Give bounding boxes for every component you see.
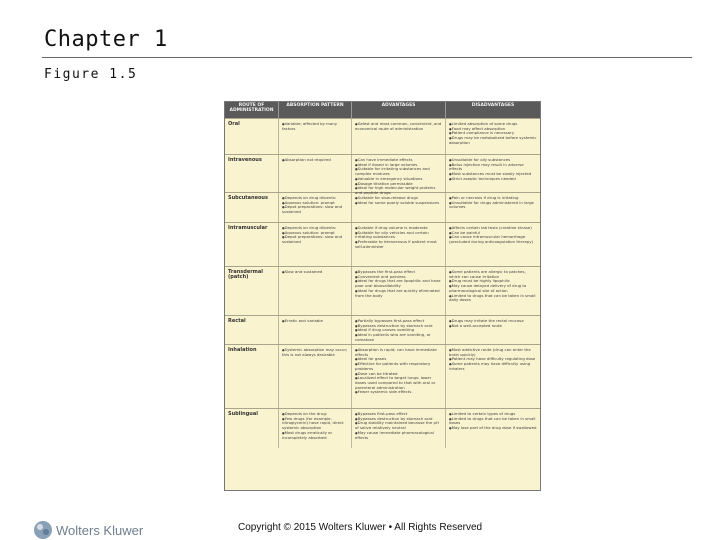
advantages-item: ● Absorption is rapid; can have immediate effects [355,348,443,357]
absorption-item: ● Depot preparations: slow and sustained [282,205,349,214]
disadvantages-item: ● Most addictive route (drug can enter the brain quickly) [449,348,538,357]
absorption-cell [279,345,352,408]
route-name-cell: Intravenous [225,155,279,192]
advantages-item: ● Convenient and painless [355,275,443,280]
disadvantages-item: ● Drugs may be metabolized before systemic absorption [449,136,538,145]
column-header-advantages: ADVANTAGES [352,102,446,118]
disadvantages-item: ● Drug must be highly lipophilic [449,279,538,284]
advantages-item: ● Ideal if drug causes vomiting [355,328,443,333]
absorption-item: ● Erratic and variable [282,319,349,324]
absorption-item: ● Systemic absorption may occur; this is not always desirable [282,348,349,357]
advantages-item: ● Ideal if dosed in large volumes [355,163,443,168]
disadvantages-item: ● Most substances must be slowly injected [449,172,538,177]
absorption-item: ● Depends on drug diluents: [282,226,349,231]
disadvantages-item: ● Drugs may irritate the rectal mucosa [449,319,538,324]
copyright-notice: Copyright © 2015 Wolters Kluwer • All Rights Reserved [238,522,483,533]
disadvantages-item: ● Unsuitable for oily substances [449,158,538,163]
chapter-title: Chapter 1 [44,27,168,52]
absorption-cell [279,316,352,344]
publisher-logo [34,521,143,539]
disadvantages-item: ● May cause delayed delivery of drug to pharmacological site of action [449,284,538,293]
disadvantages-item: ● Some patients may have difficulty using inhalers [449,362,538,371]
advantages-item: ● Ideal for high molecular weight proteins and peptide drugs [355,186,443,195]
disadvantages-item: ● Limited to drugs that can be taken in small doses [449,417,538,426]
table-row [225,192,540,222]
advantages-item: ● Ideal for some poorly soluble suspensions [355,201,443,206]
advantages-cell [352,193,446,222]
advantages-cell [352,409,446,448]
table-row [225,154,540,195]
disadvantages-item: ● Patient may have difficulty regulating dose [449,357,538,362]
advantages-item: ● Dose can be titrated [355,372,443,377]
table-header-row [225,102,540,118]
table-row [225,118,540,154]
table-row [225,315,540,344]
absorption-item: ● Few drugs (for example, nitroglycerin) have rapid, direct systemic absorption [282,417,349,431]
disadvantages-cell [446,409,540,448]
absorption-item: ● Slow and sustained [282,270,349,275]
absorption-item: ● Absorption not required [282,158,349,163]
table-body [225,118,540,448]
absorption-item: ● Most drugs erratically or incompletely absorbed [282,431,349,440]
absorption-cell [279,193,352,222]
advantages-item: ● Drug stability maintained because the pH of saliva relatively neutral [355,421,443,430]
advantages-item: ● Ideal for gases [355,357,443,362]
route-name-cell: Intramuscular [225,223,279,266]
advantages-item: ● Localized effect to target lungs: lower doses used compared to that with oral or parenteral administration [355,376,443,390]
advantages-item: ● Bypasses first-pass effect [355,412,443,417]
absorption-item: ● Aqueous solution: prompt [282,231,349,236]
table-row [225,408,540,448]
advantages-item: ● Ideal in patients who are vomiting, or comatose [355,333,443,342]
disadvantages-item: ● Limited to drugs that can be taken in small daily doses [449,294,538,303]
advantages-item: ● Ideal for drugs that are lipophilic and have poor oral bioavailability [355,279,443,288]
disadvantages-item: ● Food may affect absorption [449,127,538,132]
advantages-item: ● Fewer systemic side effects [355,390,443,395]
advantages-item: ● Can have immediate effects [355,158,443,163]
disadvantages-item: ● Pain or necrosis if drug is irritating [449,196,538,201]
publisher-logo-text: Wolters Kluwer [56,522,144,538]
disadvantages-cell [446,119,540,154]
disadvantages-item: ● Patient compliance is necessary [449,131,538,136]
advantages-item: ● Bypasses destruction by stomach acid [355,324,443,329]
disadvantages-item: ● May lose part of the drug dose if swallowed [449,426,538,431]
column-header-route: ROUTE OF ADMINISTRATION [225,102,279,118]
disadvantages-cell [446,345,540,408]
route-name-cell: Subcutaneous [225,193,279,222]
absorption-item: ● Depot preparations: slow and sustained [282,235,349,244]
disadvantages-item: ● Affects certain lab tests (creatine kinase) [449,226,538,231]
disadvantages-item: ● Strict aseptic techniques needed [449,177,538,182]
disadvantages-cell [446,267,540,315]
title-divider [42,57,692,58]
advantages-cell [352,345,446,408]
wolters-kluwer-logo-icon [34,521,52,539]
advantages-item: ● Ideal for drugs that are quickly eliminated from the body [355,289,443,298]
absorption-cell [279,155,352,192]
advantages-item: ● Bypasses destruction by stomach acid [355,417,443,422]
route-name-cell: Sublingual [225,409,279,448]
route-name-cell: Inhalation [225,345,279,408]
advantages-item: ● Dosage titration permissible [355,182,443,187]
advantages-item: ● Safest and most common, convenient, and economical route of administration [355,122,443,131]
advantages-item: ● Effective for patients with respiratory problems [355,362,443,371]
disadvantages-item: ● Can be painful [449,231,538,236]
table-row [225,222,540,266]
disadvantages-item: ● Limited absorption of some drugs [449,122,538,127]
disadvantages-cell [446,193,540,222]
advantages-cell [352,155,446,195]
advantages-cell [352,119,446,154]
route-name-cell: Transdermal (patch) [225,267,279,315]
route-name-cell: Rectal [225,316,279,344]
disadvantages-item: ● Some patients are allergic to patches, which can cause irritation [449,270,538,279]
column-header-absorption: ABSORPTION PATTERN [279,102,352,118]
advantages-item: ● Suitable for irritating substances and complex mixtures [355,167,443,176]
table-row [225,266,540,315]
absorption-cell [279,267,352,315]
advantages-item: ● Partially bypasses first-pass effect [355,319,443,324]
advantages-cell [352,316,446,344]
disadvantages-item: ● Unsuitable for drugs administered in large volumes [449,201,538,210]
advantages-item: ● May cause immediate pharmacological effects [355,431,443,440]
advantages-item: ● Preferable to intravenous if patient must self-administer [355,240,443,249]
advantages-item: ● Suitable if drug volume is moderate [355,226,443,231]
disadvantages-item: ● Can cause intramuscular hemorrhage (precluded during anticoagulation therapy) [449,235,538,244]
absorption-cell [279,223,352,266]
column-header-disadvantages: DISADVANTAGES [471,103,515,108]
advantages-item: ● Suitable for slow-release drugs [355,196,443,201]
absorption-item: ● Depends on drug diluents: [282,196,349,201]
disadvantages-item: ● Limited to certain types of drugs [449,412,538,417]
disadvantages-item: ● Bolus injection may result in adverse effects [449,163,538,172]
advantages-item: ● Suitable for oily vehicles and certain irritating substances [355,231,443,240]
routes-of-administration-table [224,101,541,491]
advantages-cell [352,267,446,315]
advantages-item: ● Valuable in emergency situations [355,177,443,182]
figure-label: Figure 1.5 [44,67,138,82]
disadvantages-cell [446,155,540,192]
disadvantages-item: ● Not a well-accepted route [449,324,538,329]
disadvantages-cell [446,316,540,344]
absorption-item: ● Depends on the drug: [282,412,349,417]
table-row [225,344,540,408]
absorption-item: ● Variable; affected by many factors [282,122,349,131]
advantages-cell [352,223,446,266]
route-name-cell: Oral [225,119,279,154]
advantages-item: ● Bypasses the first-pass effect [355,270,443,275]
absorption-item: ● Aqueous solution: prompt [282,201,349,206]
disadvantages-cell [446,223,540,266]
absorption-cell [279,409,352,448]
absorption-cell [279,119,352,154]
